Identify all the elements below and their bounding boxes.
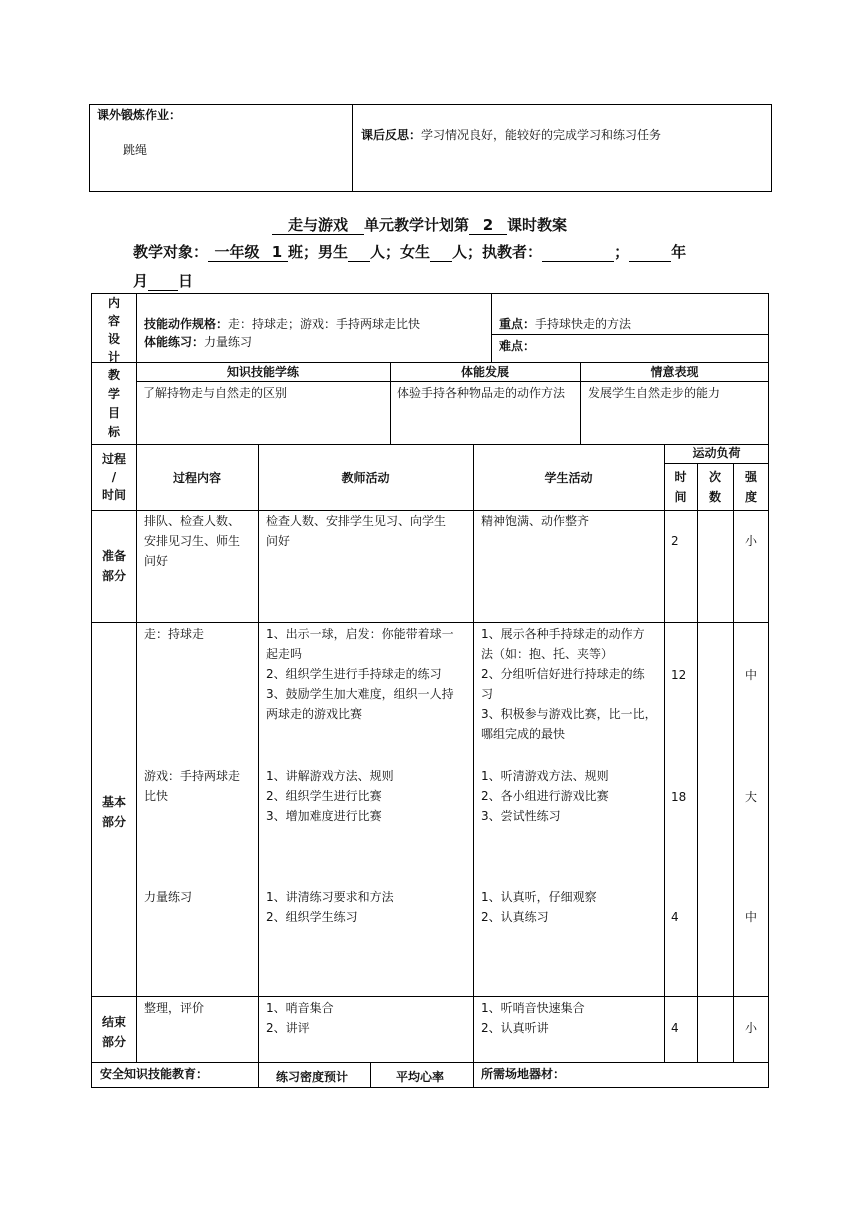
- row-line: [91, 1062, 769, 1063]
- header-intensity: 强 度: [744, 470, 757, 504]
- basic-item-1-teacher: 1、出示一球，启发：你能带着球一 起走吗 2、组织学生进行手持球走的练习 3、鼓励学生加大难度，组织一人持 两球走的游戏比赛: [266, 627, 454, 721]
- heart-rate-label: 平均心率: [396, 1070, 445, 1084]
- goal-header-fitness: 体能发展: [460, 365, 509, 379]
- fitness-value: 力量练习: [204, 335, 253, 349]
- grade: 一年级: [208, 243, 266, 262]
- basic-item-2-teacher: 1、讲解游戏方法、规则 2、组织学生进行比赛 3、增加难度进行比赛: [266, 769, 394, 823]
- basic-item-2-student: 1、听清游戏方法、规则 2、各小组进行游戏比赛 3、尝试性练习: [481, 769, 609, 823]
- col-line: [664, 444, 665, 1062]
- reflection-value: 学习情况良好，能较好的完成学习和练习任务: [421, 128, 662, 142]
- basic-item-1-content: 走：持球走: [144, 627, 205, 641]
- end-student: 1、听哨音快速集合 2、认真听讲: [481, 1001, 585, 1035]
- goal-emotion-value: 发展学生自然走步的能力: [588, 386, 721, 400]
- focus-line: [499, 294, 631, 334]
- row-line: [664, 463, 769, 464]
- goal-header-knowledge: 知识技能学练: [226, 365, 299, 379]
- date-line: [133, 270, 193, 292]
- col-line: [258, 444, 259, 1088]
- day-blank: [148, 272, 178, 291]
- end-time: 4: [671, 1021, 679, 1035]
- fitness-line: [144, 312, 252, 352]
- prep-teacher: 检查人数、安排学生见习、向学生 问好: [266, 514, 447, 548]
- reflection-text: [361, 105, 661, 145]
- col-line: [491, 293, 492, 362]
- header-load: 运动负荷: [692, 446, 741, 460]
- basic-label: 基本 部分: [101, 795, 126, 829]
- safety-label: 安全知识技能教育：: [100, 1067, 209, 1081]
- basic-item-2-content: 游戏：手持两球走 比快: [144, 769, 241, 803]
- homework-divider: [352, 104, 353, 192]
- basic-item-2-intensity: 大: [745, 790, 758, 804]
- separator: ；: [614, 243, 630, 261]
- basic-item-1-intensity: 中: [745, 668, 758, 682]
- reflection-label: 课后反思：: [361, 128, 422, 142]
- girls-blank: [430, 243, 452, 262]
- lesson-title: [272, 214, 567, 236]
- difficulty-label: 难点：: [499, 339, 536, 353]
- end-intensity: 小: [745, 1021, 758, 1035]
- lesson-number: 2: [469, 216, 507, 235]
- col-line: [473, 444, 474, 1088]
- basic-item-3-student: 1、认真听，仔细观察 2、认真练习: [481, 890, 597, 924]
- day-label: 日: [178, 272, 194, 290]
- target-label: 教学对象：: [133, 243, 209, 261]
- unit-name: 走与游戏: [272, 216, 364, 235]
- basic-item-3-intensity: 中: [745, 910, 758, 924]
- goals-label: 教 学 目 标: [107, 368, 120, 439]
- basic-item-3-teacher: 1、讲清练习要求和方法 2、组织学生练习: [266, 890, 394, 924]
- goal-knowledge-value: 了解持物走与自然走的区别: [143, 386, 288, 400]
- class-text: 班；男生: [288, 243, 349, 261]
- class-number: 1: [266, 243, 288, 262]
- focus-label: 重点：: [499, 317, 536, 331]
- homework-value: 跳绳: [123, 143, 148, 157]
- prep-intensity: 小: [745, 534, 758, 548]
- lesson-text: 课时教案: [507, 216, 568, 234]
- end-label: 结束 部分: [101, 1015, 126, 1049]
- equipment-label: 所需场地器材：: [481, 1067, 566, 1081]
- boys-unit: 人；女生: [370, 243, 431, 261]
- teacher-blank: [542, 243, 614, 262]
- fitness-label: 体能练习：: [144, 335, 205, 349]
- basic-item-3-content: 力量练习: [144, 890, 193, 904]
- end-content: 整理，评价: [144, 1001, 205, 1015]
- col-line: [370, 1062, 371, 1088]
- girls-unit: 人；执教者：: [452, 243, 543, 261]
- teaching-target-line: [133, 241, 686, 263]
- goal-header-emotion: 情意表现: [650, 365, 699, 379]
- prep-student: 精神饱满、动作整齐: [481, 514, 590, 528]
- header-stage: 过程 / 时间: [101, 452, 126, 502]
- homework-label: 课外锻炼作业：: [97, 108, 182, 122]
- header-student: 学生活动: [544, 471, 593, 485]
- basic-item-3-time: 4: [671, 910, 679, 924]
- boys-blank: [348, 243, 370, 262]
- prep-label: 准备 部分: [101, 549, 126, 583]
- prep-time: 2: [671, 534, 679, 548]
- basic-item-1-time: 12: [671, 668, 687, 682]
- focus-value: 手持球快走的方法: [535, 317, 632, 331]
- year-label: 年: [671, 243, 687, 261]
- col-line: [136, 293, 137, 1062]
- col-line: [697, 463, 698, 1062]
- month-label: 月: [133, 272, 149, 290]
- col-line: [733, 463, 734, 1062]
- header-teacher: 教师活动: [341, 471, 390, 485]
- header-time: 时 间: [674, 470, 687, 504]
- density-label: 练习密度预计: [276, 1070, 349, 1084]
- header-count: 次 数: [708, 470, 721, 504]
- unit-text: 单元教学计划第: [364, 216, 470, 234]
- goal-fitness-value: 体验手持各种物品走的动作方法: [397, 386, 566, 400]
- prep-content: 排队、检查人数、 安排见习生、师生 问好: [144, 514, 241, 568]
- row-line: [491, 334, 769, 335]
- skill-label: 技能动作规格：: [144, 317, 229, 331]
- basic-item-2-time: 18: [671, 790, 687, 804]
- content-design-label: 内 容 设 计: [107, 296, 120, 364]
- row-line: [91, 996, 769, 997]
- year-blank: [629, 243, 671, 262]
- row-line: [91, 622, 769, 623]
- basic-item-1-student: 1、展示各种手持球走的动作方 法（如：抱、托、夹等） 2、分组听信好进行持球走的练 习 3、积极参与游戏比赛，比一比， 哪组完成的最快: [481, 627, 657, 741]
- skill-value: 走：持球走；游戏：手持两球走比快: [228, 317, 421, 331]
- end-teacher: 1、哨音集合 2、讲评: [266, 1001, 334, 1035]
- header-content: 过程内容: [172, 471, 221, 485]
